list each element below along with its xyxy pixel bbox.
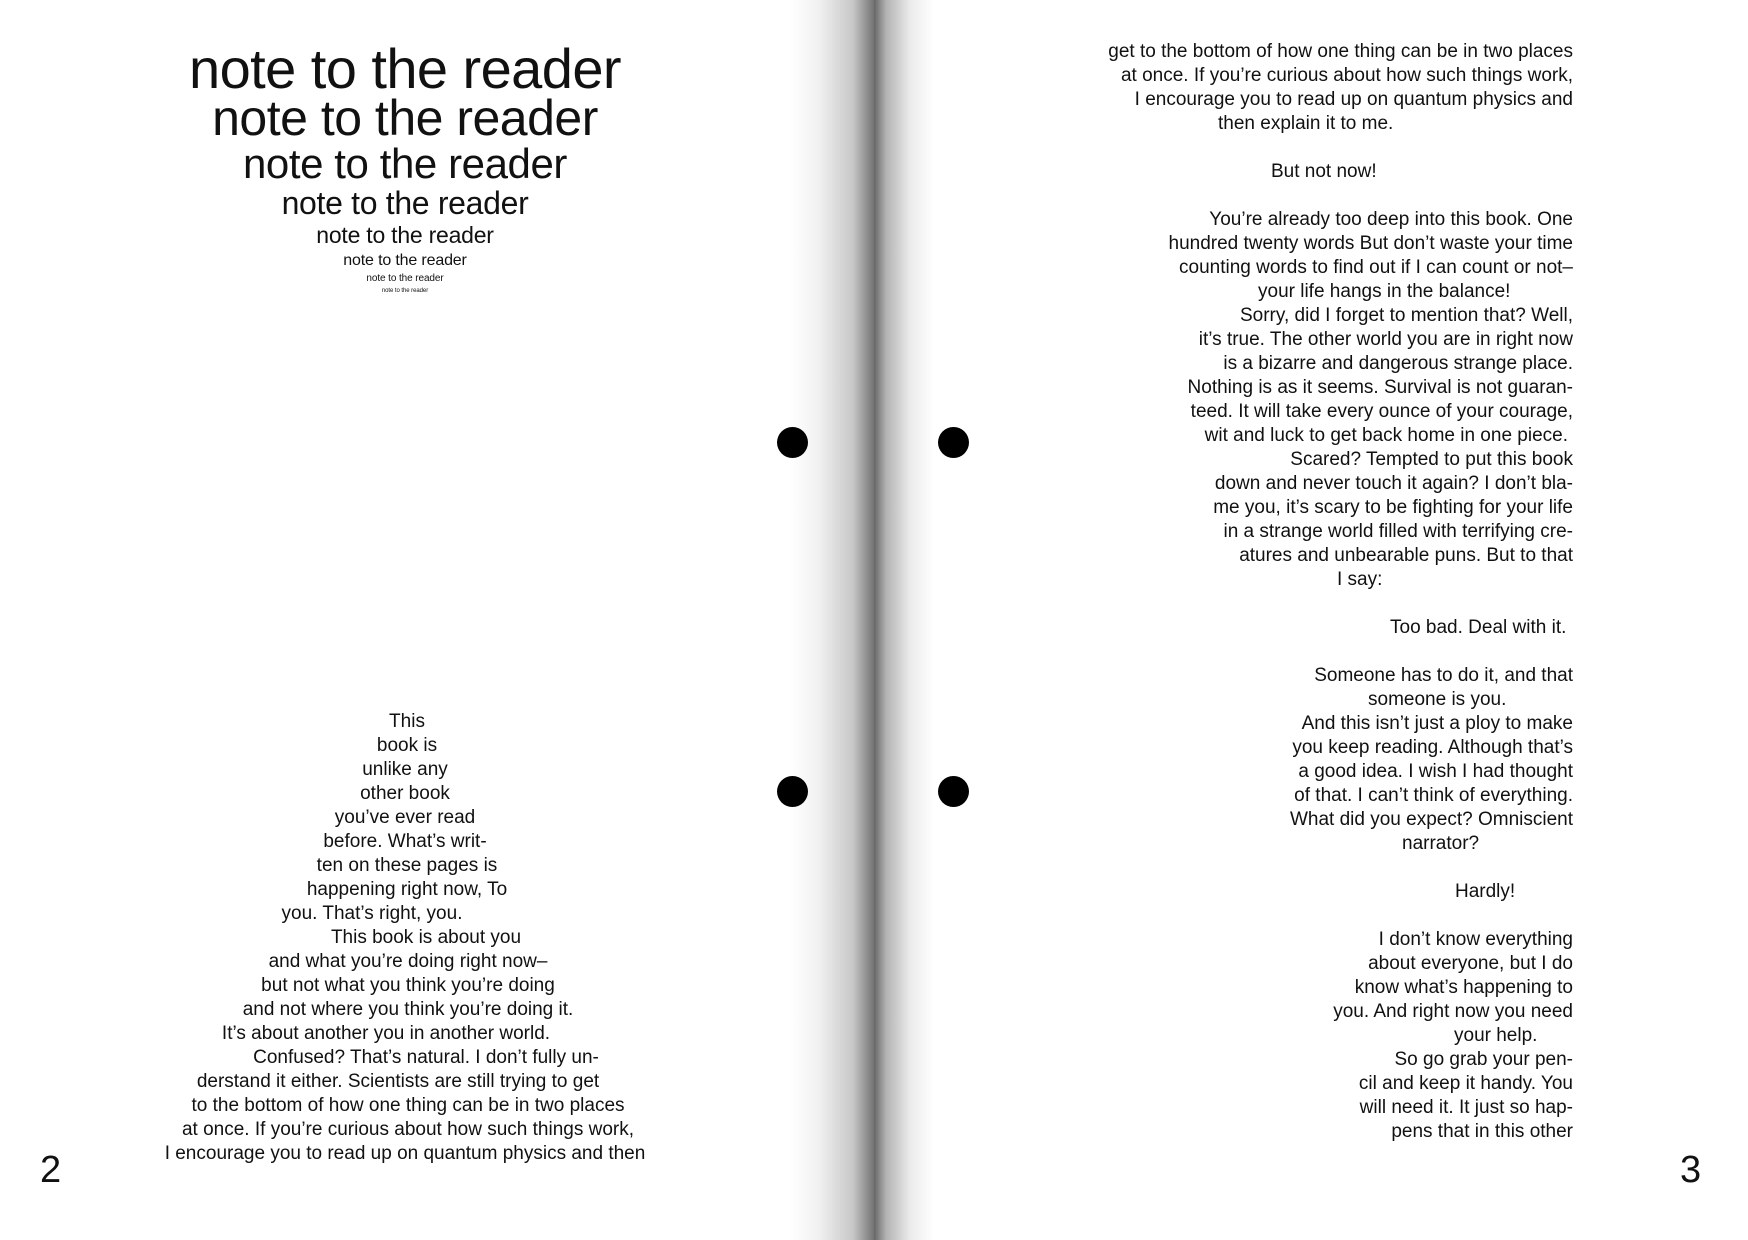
body-line: I say: [1337,569,1383,590]
body-line: a good idea. I wish I had thought [1298,761,1573,782]
body-line: then explain it to me. [1218,113,1394,134]
body-line: Sorry, did I forget to mention that? Well, [1239,305,1573,326]
body-line: Confused? That’s natural. I don’t fully un- [253,1047,599,1068]
title-line: note to the reader [381,288,429,294]
title-line: note to the reader [212,90,598,146]
body-line: you’ve ever read [334,807,476,828]
body-line: Someone has to do it, and that [1314,665,1573,686]
body-line: me you, it’s scary to be fighting for your life [1213,497,1573,518]
body-line: before. What’s writ- [323,831,487,852]
page-number: 3 [1680,1149,1702,1191]
body-line: you. And right now you need [1333,1001,1573,1022]
body-line: I encourage you to read up on quantum physics and then [164,1143,646,1164]
body-line: in a strange world filled with terrifying cre- [1223,521,1573,542]
body-line: So go grab your pen- [1394,1049,1573,1070]
body-line: This book is about you [330,927,522,948]
body-line: and not where you think you’re doing it. [242,999,574,1020]
body-line: wit and luck to get back home in one piece. [1204,425,1568,446]
body-line: Nothing is as it seems. Survival is not guaran- [1187,377,1573,398]
binder-hole [777,776,808,807]
body-line: your life hangs in the balance! [1258,281,1511,302]
title-cascade [0,37,810,296]
body-line: narrator? [1402,833,1480,854]
body-line: you. That’s right, you. [281,903,463,924]
body-line: you keep reading. Although that’s [1292,737,1573,758]
body-line: of that. I can’t think of everything. [1294,785,1573,806]
body-line: Hardly! [1455,881,1516,902]
title-line: note to the reader [188,37,621,100]
body-line: about everyone, but I do [1368,953,1573,974]
body-line: at once. If you’re curious about how such things work, [181,1119,635,1140]
binder-hole [938,776,969,807]
body-line: someone is you. [1368,689,1507,710]
title-line: note to the reader [316,222,494,248]
body-line: Too bad. Deal with it. [1390,617,1567,638]
title-line: note to the reader [242,140,567,187]
page-number: 2 [40,1149,62,1191]
body-line: What did you expect? Omniscient [1289,809,1573,830]
right-page [874,0,1748,1240]
body-line: will need it. It just so hap- [1359,1097,1573,1118]
body-line: hundred twenty words But don’t waste your time [1168,233,1573,254]
body-line: down and never touch it again? I don’t bla- [1214,473,1573,494]
binder-hole [777,427,808,458]
binder-hole [938,427,969,458]
body-line: But not now! [1271,161,1377,182]
body-line: unlike any [362,759,448,780]
body-line: book is [376,735,438,756]
body-line: is a bizarre and dangerous strange place. [1223,353,1573,374]
body-line: happening right now, To [306,879,508,900]
body-line: at once. If you’re curious about how such things work, [1120,65,1573,86]
body-line: it’s true. The other world you are in right now [1198,329,1573,350]
body-line: You’re already too deep into this book. One [1209,209,1573,230]
body-line: know what’s happening to [1354,977,1573,998]
body-line: I don’t know everything [1378,929,1573,950]
title-line: note to the reader [343,252,467,269]
body-line: cil and keep it handy. You [1358,1073,1573,1094]
body-line: And this isn’t just a ploy to make [1301,713,1573,734]
body-line: get to the bottom of how one thing can be in two places [1108,41,1573,62]
body-line: derstand it either. Scientists are still trying to get [196,1071,600,1092]
body-line: Scared? Tempted to put this book [1290,449,1573,470]
body-line: It’s about another you in another world. [221,1023,551,1044]
body-line: This [389,711,425,732]
title-line: note to the reader [366,273,444,284]
body-line: teed. It will take every ounce of your courage, [1190,401,1573,422]
body-line: to the bottom of how one thing can be in two places [191,1095,625,1116]
body-line: I encourage you to read up on quantum physics and [1134,89,1573,110]
title-line: note to the reader [281,185,529,221]
body-line: but not what you think you’re doing [261,975,555,996]
body-line: pens that in this other [1391,1121,1573,1142]
body-line: and what you’re doing right now– [268,951,548,972]
body-line: your help. [1454,1025,1538,1046]
body-line: atures and unbearable puns. But to that [1239,545,1573,566]
body-line: counting words to find out if I can count or not– [1179,257,1573,278]
body-line: other book [360,783,450,804]
body-line: ten on these pages is [316,855,498,876]
